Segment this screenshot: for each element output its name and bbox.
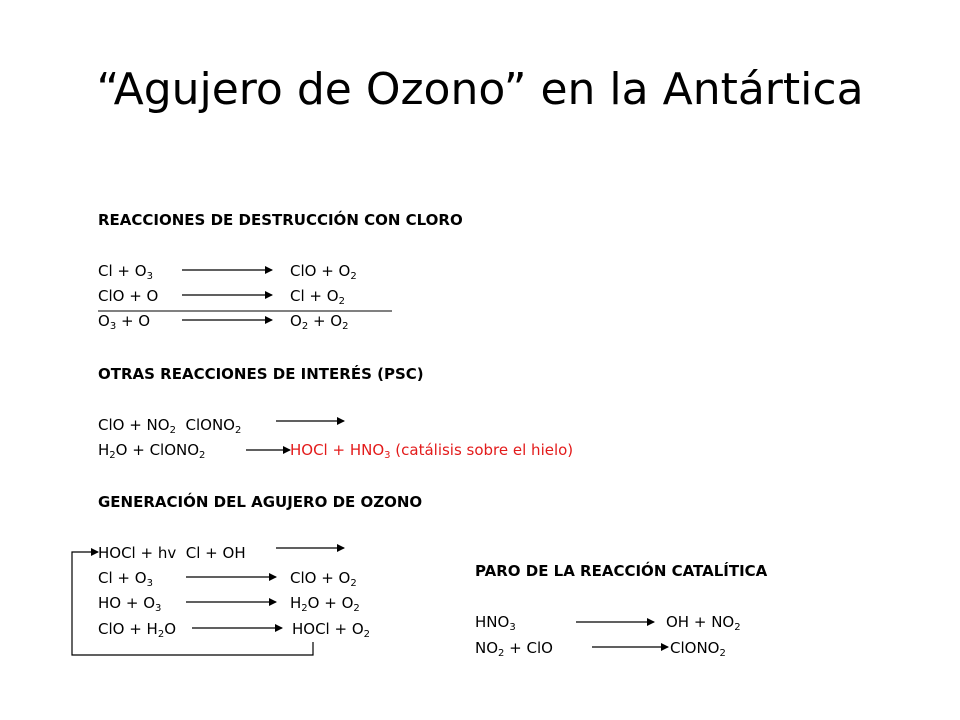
reaction-hno3-left: $HNO_3$ — [475, 613, 516, 633]
reaction-cl-o3-right: ClO + $O_2$ — [290, 262, 357, 282]
reaction-net-right: $O_2 + O_2$ — [290, 312, 349, 332]
heading-destruccion: REACCIONES DE DESTRUCCIÓN CON CLORO — [98, 211, 463, 229]
reaction-clo-o-right: $Cl + O_2$ — [290, 287, 345, 307]
heading-paro: PARO DE LA REACCIÓN CATALÍTICA — [475, 562, 768, 580]
reaction-gen-clo-h2o-right: HOCl + $O_2$ — [292, 620, 371, 640]
heading-otras: OTRAS REACCIONES DE INTERÉS (PSC) — [98, 365, 424, 383]
reaction-photolysis: HOCl + hv Cl + OH — [98, 544, 246, 562]
reaction-gen-clo-h2o-left: ClO + $H_2O$ — [98, 620, 177, 640]
cycle-connector — [72, 552, 313, 655]
reaction-no2-clo-left: $NO_2$ + ClO — [475, 639, 553, 659]
reaction-net-left: $O_3 + O$ — [98, 312, 151, 332]
reaction-hno3-right: OH + $NO_2$ — [666, 613, 741, 633]
reaction-clo-o-left: ClO + O — [98, 287, 159, 305]
slide-title: “Agujero de Ozono” en la Antártica — [96, 64, 864, 115]
reaction-gen-ho-o3-left: HO + $O_3$ — [98, 594, 162, 614]
reaction-gen-cl-o3-right: ClO + $O_2$ — [290, 569, 357, 589]
reaction-gen-ho-o3-right: $H_2O + O_2$ — [290, 594, 360, 614]
reaction-no2-clo-right: ClONO$_2$ — [670, 639, 726, 659]
heading-generacion: GENERACIÓN DEL AGUJERO DE OZONO — [98, 493, 423, 511]
reaction-hydrolysis-left: $H_2O$ + ClONO$_2$ — [98, 441, 206, 461]
reaction-hydrolysis-right: HOCl + $HNO_3$ (catálisis sobre el hielo) — [290, 441, 574, 461]
reaction-cl-o3-left: $Cl + O_3$ — [98, 262, 153, 282]
reaction-clono2-formation: ClO + $NO_2$ ClONO$_2$ — [98, 416, 242, 436]
reaction-gen-cl-o3-left: $Cl + O_3$ — [98, 569, 153, 589]
